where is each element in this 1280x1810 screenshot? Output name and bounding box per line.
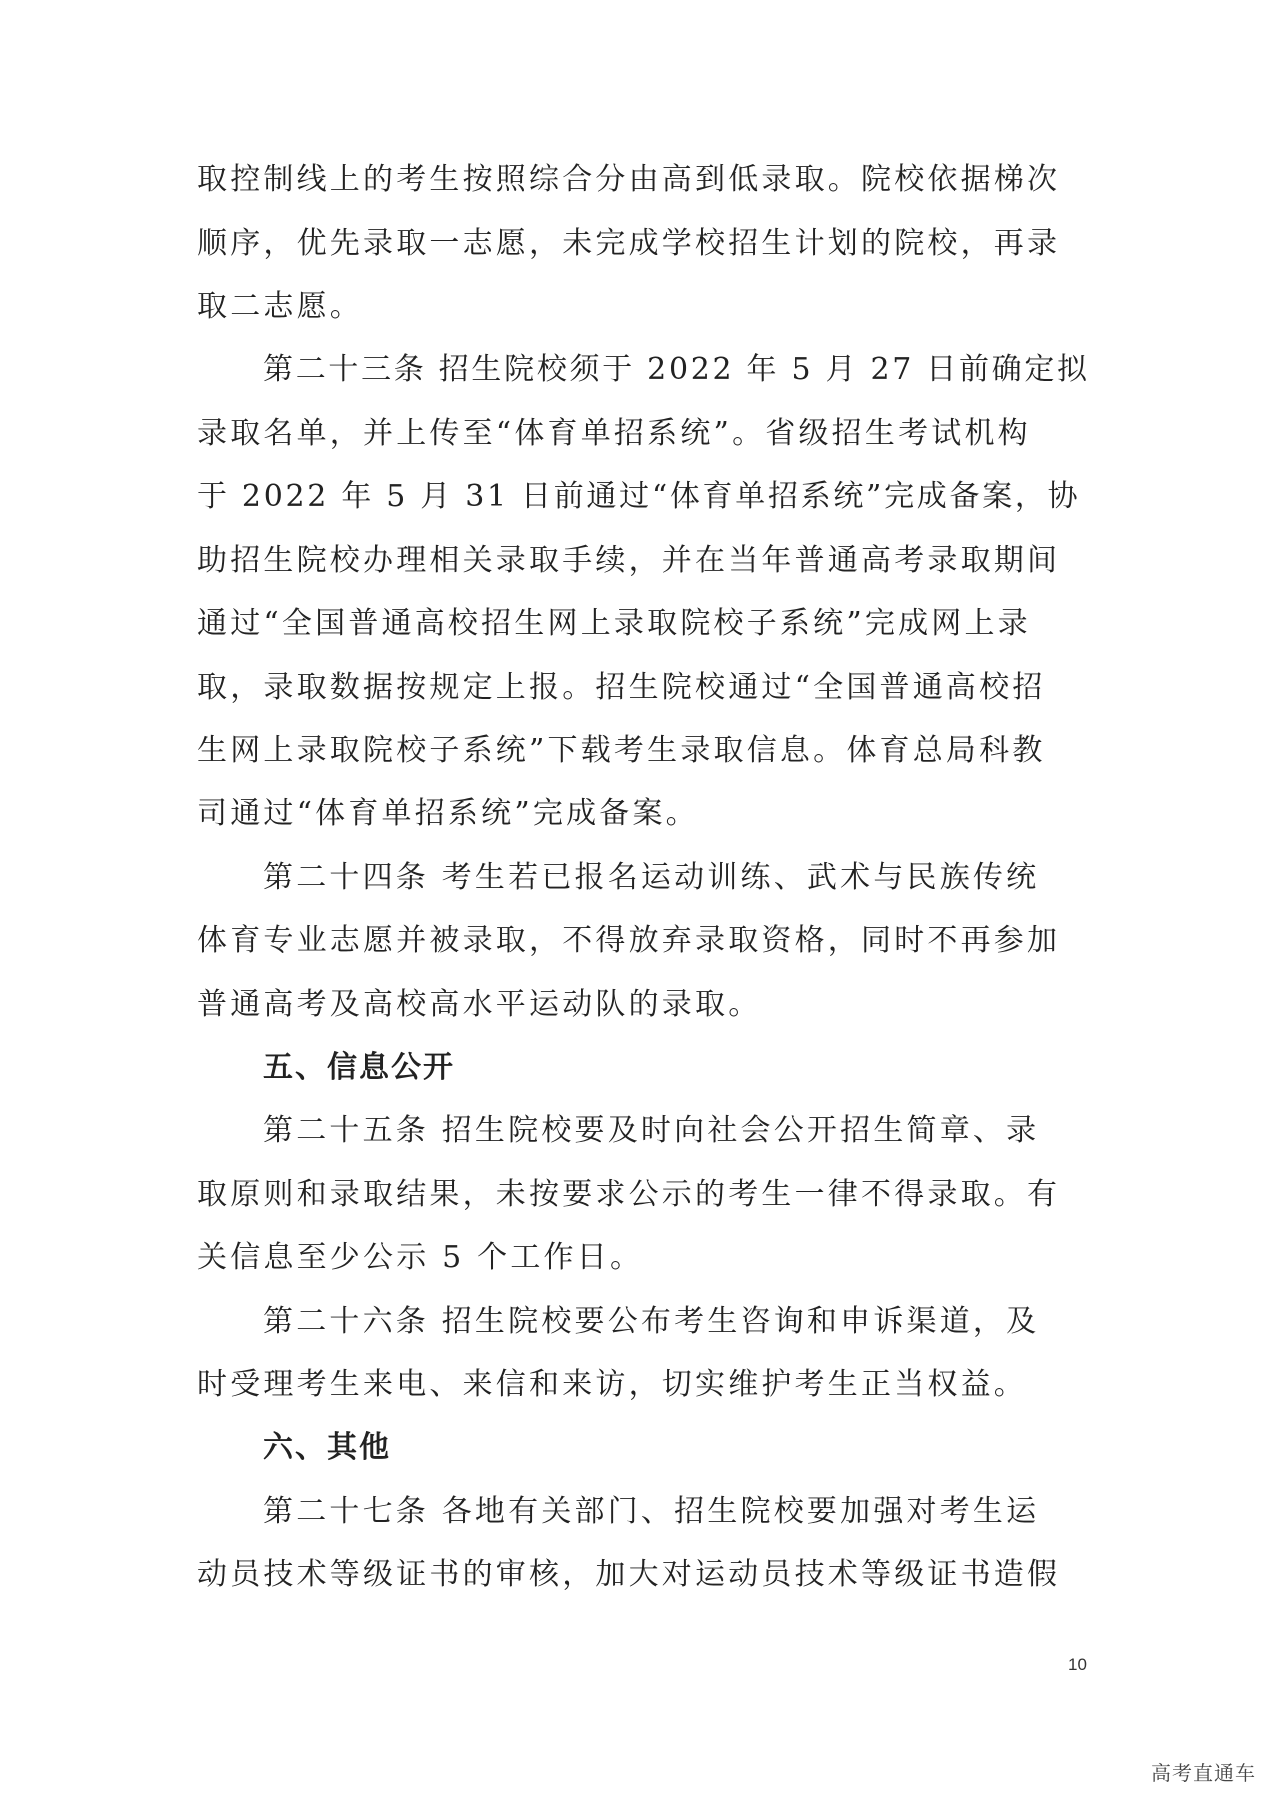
article-24-first-line: 第二十四条 考生若已报名运动训练、武术与民族传统 — [263, 860, 1040, 895]
watermark-text: 高考直通车 — [1151, 1761, 1256, 1785]
section-heading-other: 六、其他 — [263, 1430, 391, 1465]
text-line: 普通高考及高校高水平运动队的录取。 — [197, 987, 762, 1022]
text-line: 取二志愿。 — [197, 289, 363, 324]
text-line: 取原则和录取结果，未按要求公示的考生一律不得录取。有 — [197, 1177, 1061, 1212]
text-line: 顺序，优先录取一志愿，未完成学校招生计划的院校，再录 — [197, 226, 1061, 261]
article-23-first-line: 第二十三条 招生院校须于 2022 年 5 月 27 日前确定拟 — [263, 352, 1090, 387]
text-line: 取控制线上的考生按照综合分由高到低录取。院校依据梯次 — [197, 162, 1061, 197]
text-line: 录取名单，并上传至“体育单招系统”。省级招生考试机构 — [197, 416, 1031, 451]
text-line: 助招生院校办理相关录取手续，并在当年普通高考录取期间 — [197, 543, 1061, 578]
text-line: 取，录取数据按规定上报。招生院校通过“全国普通高校招 — [197, 670, 1046, 705]
text-line: 动员技术等级证书的审核，加大对运动员技术等级证书造假 — [197, 1557, 1061, 1592]
article-25-first-line: 第二十五条 招生院校要及时向社会公开招生简章、录 — [263, 1113, 1040, 1148]
text-line: 生网上录取院校子系统”下载考生录取信息。体育总局科教 — [197, 733, 1046, 768]
text-line: 司通过“体育单招系统”完成备案。 — [197, 796, 699, 831]
article-27-first-line: 第二十七条 各地有关部门、招生院校要加强对考生运 — [263, 1494, 1040, 1529]
text-line: 时受理考生来电、来信和来访，切实维护考生正当权益。 — [197, 1367, 1027, 1402]
page-number: 10 — [1068, 1655, 1087, 1674]
text-line: 体育专业志愿并被录取，不得放弃录取资格，同时不再参加 — [197, 923, 1061, 958]
section-heading-info-disclosure: 五、信息公开 — [263, 1050, 455, 1085]
article-26-first-line: 第二十六条 招生院校要公布考生咨询和申诉渠道，及 — [263, 1304, 1040, 1339]
text-line: 通过“全国普通高校招生网上录取院校子系统”完成网上录 — [197, 606, 1031, 641]
text-line: 关信息至少公示 5 个工作日。 — [197, 1240, 644, 1275]
text-line: 于 2022 年 5 月 31 日前通过“体育单招系统”完成备案，协 — [197, 479, 1081, 514]
